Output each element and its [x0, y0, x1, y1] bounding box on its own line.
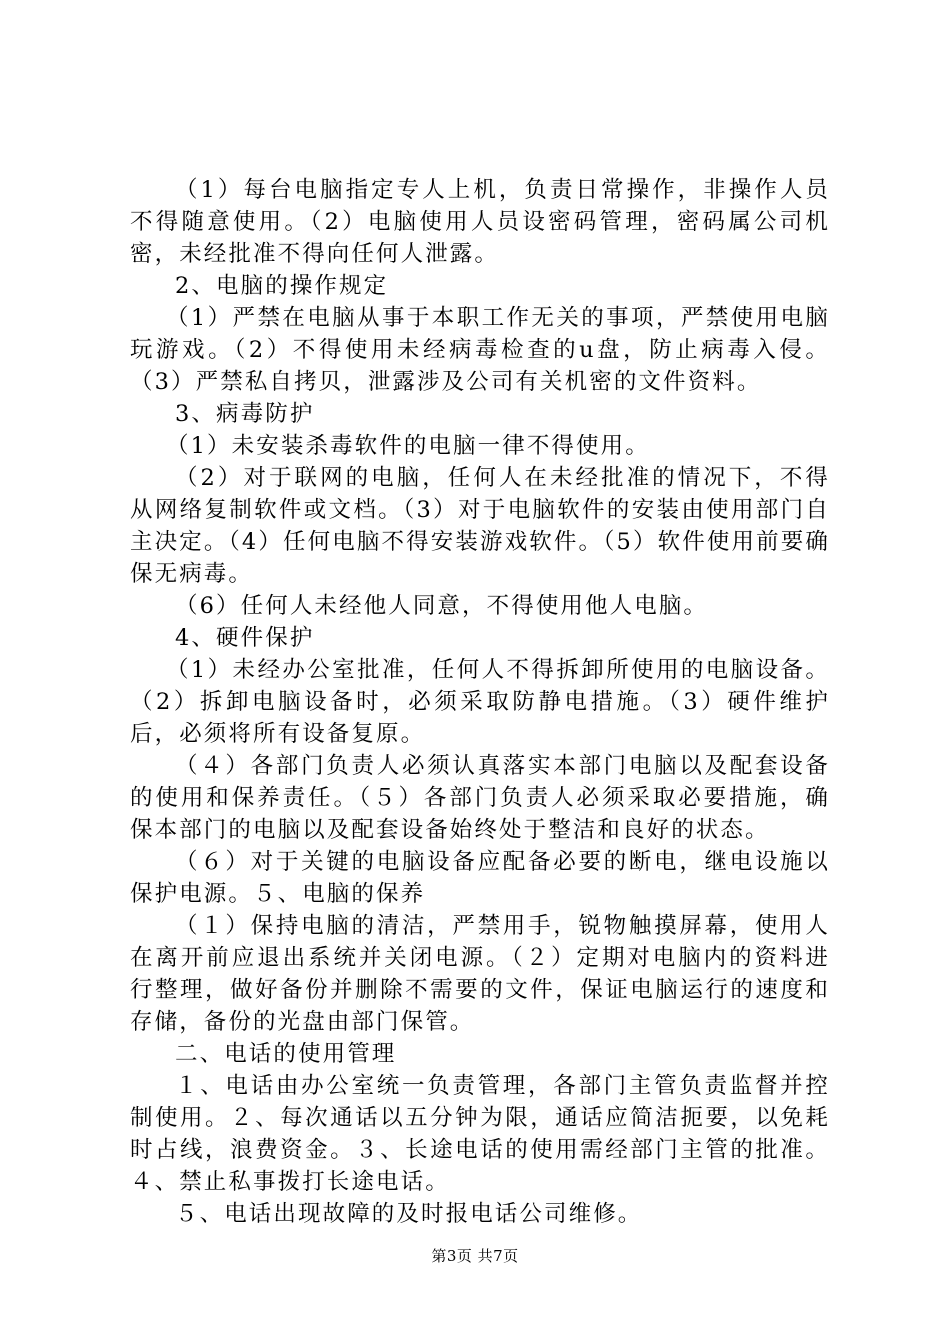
paragraph-others-computer: （6）任何人未经他人同意，不得使用他人电脑。 [175, 593, 709, 619]
paragraph-computer-maintenance: （１）保持电脑的清洁，严禁用手，锐物触摸屏幕，使用人在离开前应退出系统并关闭电源。（２）定期对电脑内的资料进行整理，做好备份并删除不需要的文件，保证电脑运行的速度和存储，备份的光盘由部门保管。 [130, 913, 830, 1035]
section-heading-hardware-protection: 4、硬件保护 [175, 625, 315, 651]
page-number-footer: 第3页 共7页 [431, 1247, 519, 1265]
paragraph-telephone-repair: ５、电话出现故障的及时报电话公司维修。 [175, 1201, 643, 1227]
paragraph-network-software: （2）对于联网的电脑，任何人在未经批准的情况下，不得从网络复制软件或文档。（3）对于电脑软件的安装由使用部门自主决定。（4）任何电脑不得安装游戏软件。（5）软件使用前要确保无病毒。 [130, 465, 830, 587]
paragraph-power-protection: （６）对于关键的电脑设备应配备必要的断电，继电设施以保护电源。５、电脑的保养 [130, 849, 830, 907]
paragraph-computer-assignment: （1）每台电脑指定专人上机，负责日常操作，非操作人员不得随意使用。（2）电脑使用人员设密码管理，密码属公司机密，未经批准不得向任何人泄露。 [130, 177, 830, 267]
paragraph-telephone-rules: １、电话由办公室统一负责管理，各部门主管负责监督并控制使用。２、每次通话以五分钟为限，通话应简洁扼要，以免耗时占线，浪费资金。３、长途电话的使用需经部门主管的批准。４、禁止私事拨打长途电话。 [130, 1073, 830, 1195]
paragraph-hardware-rules: （1）未经办公室批准，任何人不得拆卸所使用的电脑设备。（2）拆卸电脑设备时，必须采取防静电措施。（3）硬件维护后，必须将所有设备复原。 [130, 657, 830, 747]
section-heading-operation-rules: 2、电脑的操作规定 [175, 273, 389, 299]
paragraph-department-responsibility: （４）各部门负责人必须认真落实本部门电脑以及配套设备的使用和保养责任。（５）各部门负责人必须采取必要措施，确保本部门的电脑以及配套设备始终处于整洁和良好的状态。 [130, 753, 830, 843]
paragraph-antivirus-required: （1）未安装杀毒软件的电脑一律不得使用。 [166, 433, 650, 459]
section-heading-virus-protection: 3、病毒防护 [175, 401, 315, 427]
paragraph-operation-rules: （1）严禁在电脑从事于本职工作无关的事项，严禁使用电脑玩游戏。（2）不得使用未经病毒检查的u盘，防止病毒入侵。（3）严禁私自拷贝，泄露涉及公司有关机密的文件资料。 [130, 305, 830, 395]
section-heading-telephone-management: 二、电话的使用管理 [175, 1041, 397, 1067]
document-body [130, 174, 830, 1230]
